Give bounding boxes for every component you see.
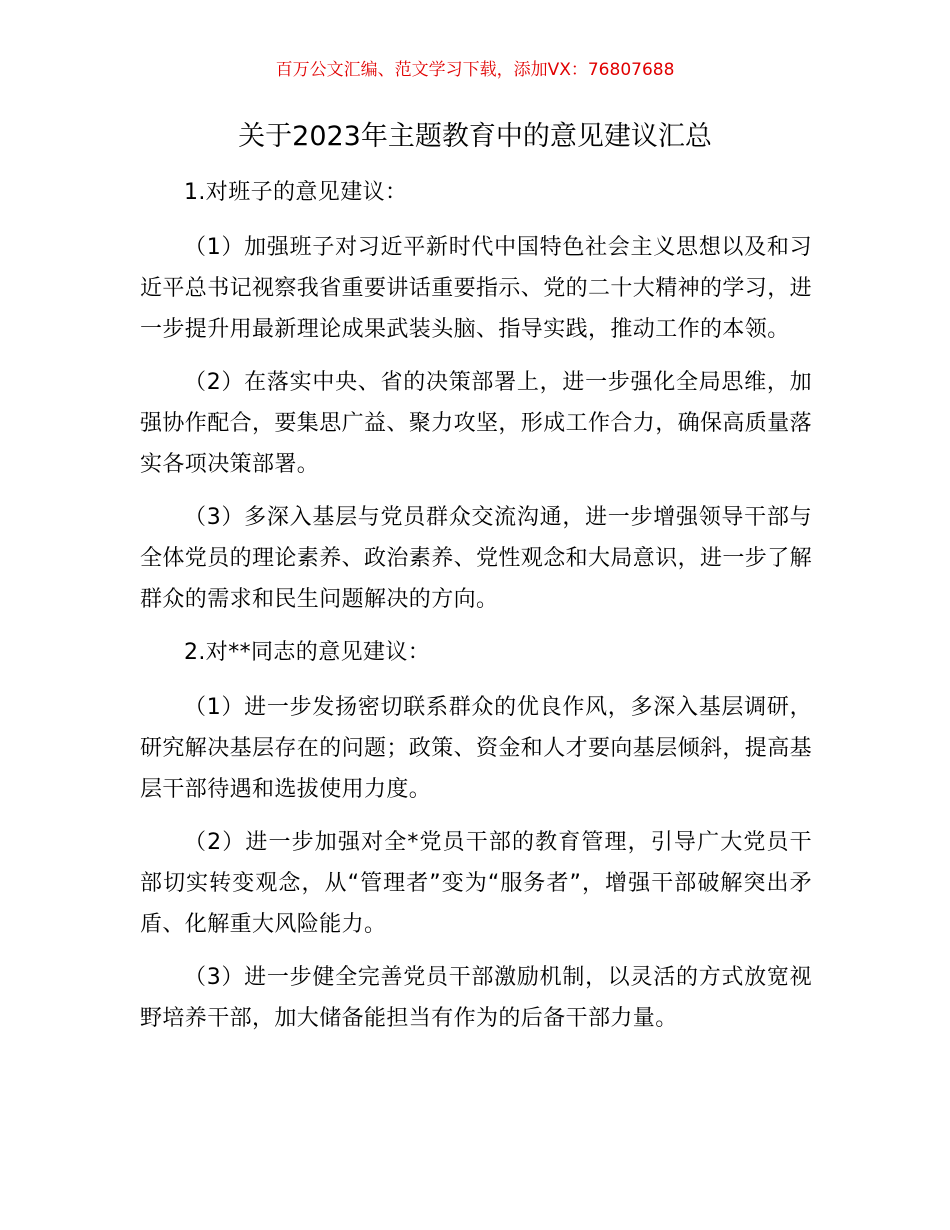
section-2-item-2: （2）进一步加强对全*党员干部的教育管理，引导广大党员干部切实转变观念，从“管理者”变为“服务者”，增强干部破解突出矛盾、化解重大风险能力。 [140,830,812,937]
section-1-item-3: （3）多深入基层与党员群众交流沟通，进一步增强领导干部与全体党员的理论素养、政治素养、党性观念和大局意识，进一步了解群众的需求和民生问题解决的方向。 [140,505,813,612]
download-banner: 百万公文汇编、范文学习下载，添加VX：76807688 [275,60,675,80]
section-heading-1: 1.对班子的意见建议： [184,180,408,205]
section-1-item-1: （1）加强班子对习近平新时代中国特色社会主义思想以及和习近平总书记视察我省重要讲话重要指示、党的二十大精神的学习，进一步提升用最新理论成果武装头脑、指导实践，推动工作的本领。 [140,235,813,342]
section-heading-2: 2.对**同志的意见建议： [184,640,431,665]
section-2-item-3: （3）进一步健全完善党员干部激励机制，以灵活的方式放宽视野培养干部，加大储备能担当有作为的后备干部力量。 [140,965,812,1031]
document-body [140,172,812,1051]
document-title: 关于2023年主题教育中的意见建议汇总 [238,121,712,152]
section-1-item-2: （2）在落实中央、省的决策部署上，进一步强化全局思维，加强协作配合，要集思广益、聚力攻坚，形成工作合力，确保高质量落实各项决策部署。 [140,370,813,477]
section-2-item-1: （1）进一步发扬密切联系群众的优良作风，多深入基层调研，研究解决基层存在的问题；政策、资金和人才要向基层倾斜，提高基层干部待遇和选拔使用力度。 [140,695,813,802]
